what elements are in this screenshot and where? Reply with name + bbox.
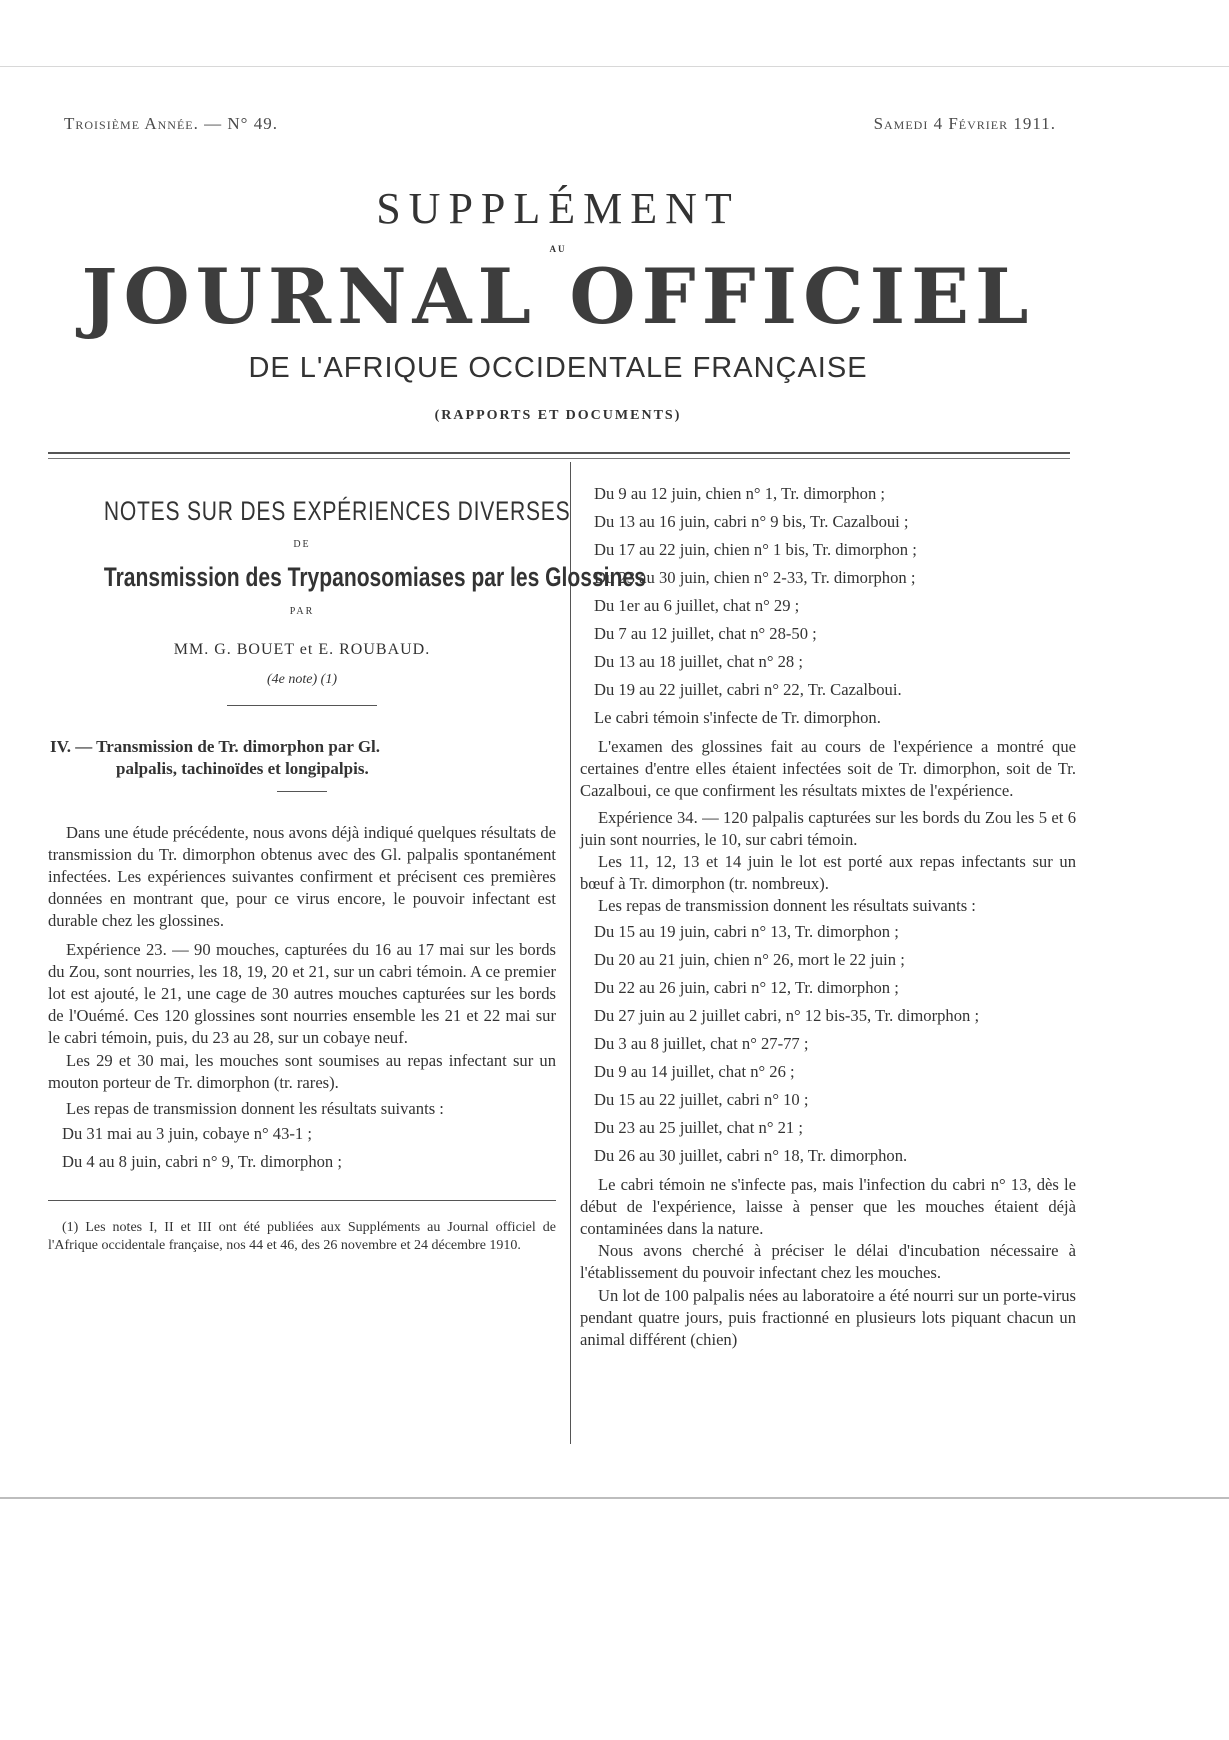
right-column	[580, 480, 1076, 1351]
de-label: DE	[293, 539, 311, 551]
section-heading-line2: palpalis, tachinoïdes et longipalpis.	[116, 759, 369, 779]
result-line: Du 26 au 30 juillet, cabri n° 18, Tr. dimorphon.	[594, 1145, 908, 1165]
paragraph-experience-34: Expérience 34. — 120 palpalis capturées sur les bords du Zou les 5 et 6 juin sont nourries, le 10, sur cabri témoin.	[580, 807, 1076, 849]
paragraph-results-intro-2: Les repas de transmission donnent les résultats suivants :	[598, 896, 976, 916]
section-heading-line1: IV. — Transmission de Tr. dimorphon par Gl.	[50, 737, 381, 757]
result-line: Du 15 au 22 juillet, cabri n° 10 ;	[594, 1089, 809, 1109]
par-label: PAR	[289, 605, 315, 617]
result-line: Du 23 au 30 juin, chien n° 2-33, Tr. dimorphon ;	[594, 568, 916, 587]
au-label: AU	[549, 244, 567, 254]
result-line: Du 1er au 6 juillet, chat n° 29 ;	[594, 596, 800, 615]
result-line: Du 9 au 14 juillet, chat n° 26 ;	[594, 1061, 795, 1081]
issue-date: Samedi 4 Février 1911.	[873, 114, 1056, 133]
result-line: Du 3 au 8 juillet, chat n° 27-77 ;	[594, 1033, 809, 1053]
result-line: Du 13 au 16 juin, cabri n° 9 bis, Tr. Cazalboui ;	[594, 512, 909, 531]
issue-info: Troisième Année. — N° 49.	[64, 114, 278, 133]
journal-subtitle: DE L'AFRIQUE OCCIDENTALE FRANÇAISE	[248, 352, 868, 384]
result-line: Du 31 mai au 3 juin, cobaye n° 43-1 ;	[62, 1124, 312, 1144]
result-line: Du 27 juin au 2 juillet cabri, n° 12 bis-35, Tr. dimorphon ;	[594, 1005, 980, 1025]
paragraph-exam: L'examen des glossines fait au cours de l'expérience a montré que certaines d'entre elles étaient infectées soit de Tr. dimorphon, soit de Tr. Cazalboui, ce que confirment les résultats mixtes de l'expérience.	[580, 737, 1076, 801]
result-line: Du 19 au 22 juillet, cabri n° 22, Tr. Cazalboui.	[594, 680, 902, 699]
section-heading	[48, 736, 556, 780]
result-line: Du 17 au 22 juin, chien n° 1 bis, Tr. dimorphon ;	[594, 540, 917, 559]
result-line: Du 22 au 26 juin, cabri n° 12, Tr. dimorphon ;	[594, 977, 899, 997]
paragraph-incubation: Nous avons cherché à préciser le délai d'incubation nécessaire à l'établissement du pouvoir infectant chez les mouches.	[580, 1241, 1076, 1283]
paragraph-results-intro: Les repas de transmission donnent les résultats suivants :	[66, 1099, 444, 1119]
masthead-rule	[48, 452, 1070, 454]
column-divider	[570, 462, 571, 1444]
rapports-label: (RAPPORTS ET DOCUMENTS)	[434, 408, 682, 423]
paragraph-lab-lot: Un lot de 100 palpalis nées au laboratoire a été nourri sur un porte-virus pendant quatre jours, puis fractionné en plusieurs lots piquant chacun un animal différent (chien)	[580, 1285, 1076, 1350]
paragraph-infectant-meals: Les 11, 12, 13 et 14 juin le lot est porté aux repas infectants sur un bœuf à Tr. dimorphon (tr. nombreux).	[580, 852, 1076, 894]
title-separator	[227, 705, 377, 706]
result-line: Du 23 au 25 juillet, chat n° 21 ;	[594, 1117, 803, 1137]
page-top-edge	[0, 66, 1229, 67]
result-line: Du 7 au 12 juillet, chat n° 28-50 ;	[594, 624, 817, 643]
masthead-rule-thin	[48, 458, 1070, 459]
result-line: Du 13 au 18 juillet, chat n° 28 ;	[594, 652, 803, 671]
footnote: (1) Les notes I, II et III ont été publiées aux Suppléments au Journal officiel de l'Afrique occidentale française, nos 44 et 46, des 26 novembre et 24 décembre 1910.	[48, 1220, 556, 1254]
page-bottom-edge	[0, 1497, 1229, 1499]
left-column	[48, 462, 646, 1269]
article-title-line2: Transmission des Trypanosomiases par les Glossines	[103, 562, 646, 593]
paragraph-control-goat: Le cabri témoin ne s'infecte pas, mais l'infection du cabri n° 13, dès le début de l'expérience, laisse à penser que les mouches étaient déjà contaminées dans la nature.	[580, 1174, 1076, 1239]
result-line: Du 15 au 19 juin, cabri n° 13, Tr. dimorphon ;	[594, 921, 899, 941]
journal-title: JOURNAL OFFICIEL	[81, 252, 1035, 341]
result-line: Le cabri témoin s'infecte de Tr. dimorphon.	[594, 708, 881, 727]
paragraph-experience-23: Expérience 23. — 90 mouches, capturées du 16 au 17 mai sur les bords du Zou, sont nourries, les 18, 19, 20 et 21, sur un cabri témoin. A ce premier lot est ajouté, le 21, une cage de 30 autres mouches capturées sur les bords de l'Ouémé. Ces 120 glossines sont nourries ensemble les 21 et 22 mai sur le cabri témoin, puis, du 23 au 28, sur un cobaye neuf.	[48, 939, 556, 1048]
result-line: Du 4 au 8 juin, cabri n° 9, Tr. dimorphon ;	[62, 1152, 342, 1172]
footnote-rule	[48, 1200, 556, 1201]
result-line: Du 9 au 12 juin, chien n° 1, Tr. dimorphon ;	[594, 484, 886, 503]
paragraph-infectant-meal: Les 29 et 30 mai, les mouches sont soumises au repas infectant sur un mouton porteur de Tr. dimorphon (tr. rares).	[48, 1050, 556, 1092]
article-title-line1: NOTES SUR DES EXPÉRIENCES DIVERSES	[103, 496, 571, 526]
supplement-title: SUPPLÉMENT	[376, 184, 740, 233]
paragraph-intro: Dans une étude précédente, nous avons déjà indiqué quelques résultats de transmission du Tr. dimorphon obtenus avec des Gl. palpalis spontanément infectées. Les expériences suivantes confirment et précisent ces premières données en montrant que, pour ce virus encore, le pouvoir infectant est durable chez les glossines.	[48, 822, 556, 931]
authors: MM. G. BOUET et E. ROUBAUD.	[173, 640, 431, 658]
note-number: (4e note) (1)	[267, 672, 337, 688]
result-line: Du 20 au 21 juin, chien n° 26, mort le 22 juin ;	[594, 949, 905, 969]
section-separator	[277, 791, 327, 792]
